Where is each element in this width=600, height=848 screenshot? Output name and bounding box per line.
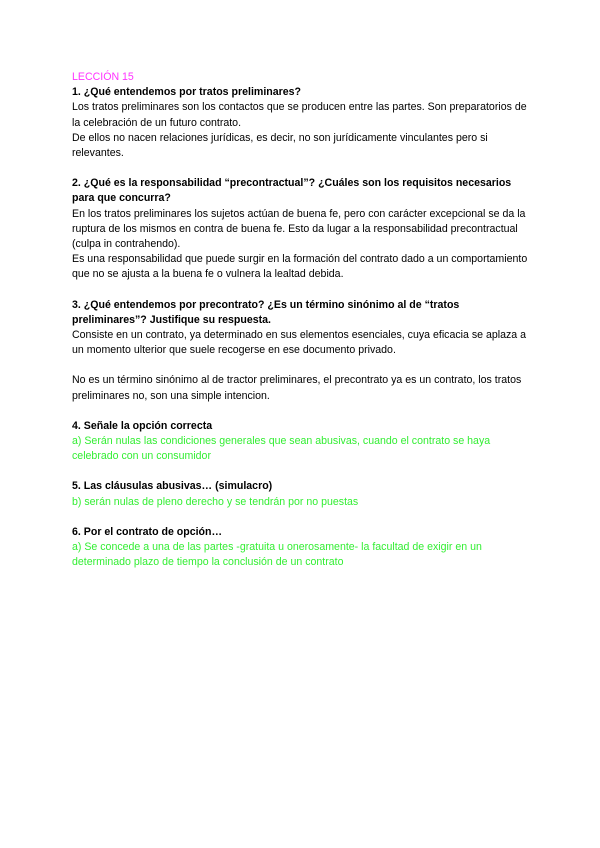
question-2: 2. ¿Qué es la responsabilidad “precontractual”? ¿Cuáles son los requisitos necesarios para que concurra?: [72, 177, 512, 205]
question-4: 4. Señale la opción correcta: [72, 419, 213, 432]
section-3: [72, 298, 532, 359]
answer-1-paragraph-2: De ellos no nacen relaciones jurídicas, es decir, no son jurídicamente vinculantes pero si relevantes.: [72, 131, 488, 160]
question-6: 6. Por el contrato de opción…: [72, 525, 223, 538]
lesson-title: LECCIÓN 15: [72, 71, 134, 83]
answer-3-paragraph-1: Consiste en un contrato, ya determinado en sus elementos esenciales, cuya eficacia se aplaza a un momento ulterior que suele recogerse en ese documento privado.: [72, 329, 527, 357]
question-1: 1. ¿Qué entendemos por tratos preliminares?: [72, 86, 301, 99]
question-3: 3. ¿Qué entendemos por precontrato? ¿Es un término sinónimo al de “tratos preliminares”? Justifique su respuesta.: [72, 298, 460, 326]
answer-5: b) serán nulas de pleno derecho y se tendrán por no puestas: [72, 495, 359, 508]
section-1: [72, 85, 532, 161]
question-5: 5. Las cláusulas abusivas… (simulacro): [72, 480, 273, 493]
section-6: [72, 525, 532, 571]
section-3-extra: [72, 373, 532, 403]
answer-4: a) Serán nulas las condiciones generales que sean abusivas, cuando el contrato se haya celebrado con un consumidor: [72, 435, 491, 463]
answer-6: a) Se concede a una de las partes -gratuita u onerosamente- la facultad de exigir en un determinado plazo de tiempo la conclusión de un contrato: [72, 541, 482, 569]
section-4: [72, 419, 532, 465]
section-2: [72, 176, 532, 282]
section-5: [72, 479, 532, 509]
answer-2-paragraph-1: En los tratos preliminares los sujetos actúan de buena fe, pero con carácter excepcional se da la ruptura de los mismos en contra de buena fe. Esto da lugar a la responsabilidad precontractual (culpa in contrahendo).: [72, 207, 526, 251]
answer-3-paragraph-2: No es un término sinónimo al de tractor preliminares, el precontrato ya es un contrato, los tratos preliminares no, son una simple intencion.: [72, 374, 522, 402]
answer-1-paragraph-1: Los tratos preliminares son los contactos que se producen entre las partes. Son preparatorios de la celebración de un futuro contrato.: [72, 101, 527, 129]
answer-2-paragraph-2: Es una responsabilidad que puede surgir en la formación del contrato dado a un comportamiento que no se ajusta a la buena fe o vulnera la lealtad debida.: [72, 253, 528, 281]
document-page: [72, 70, 532, 585]
